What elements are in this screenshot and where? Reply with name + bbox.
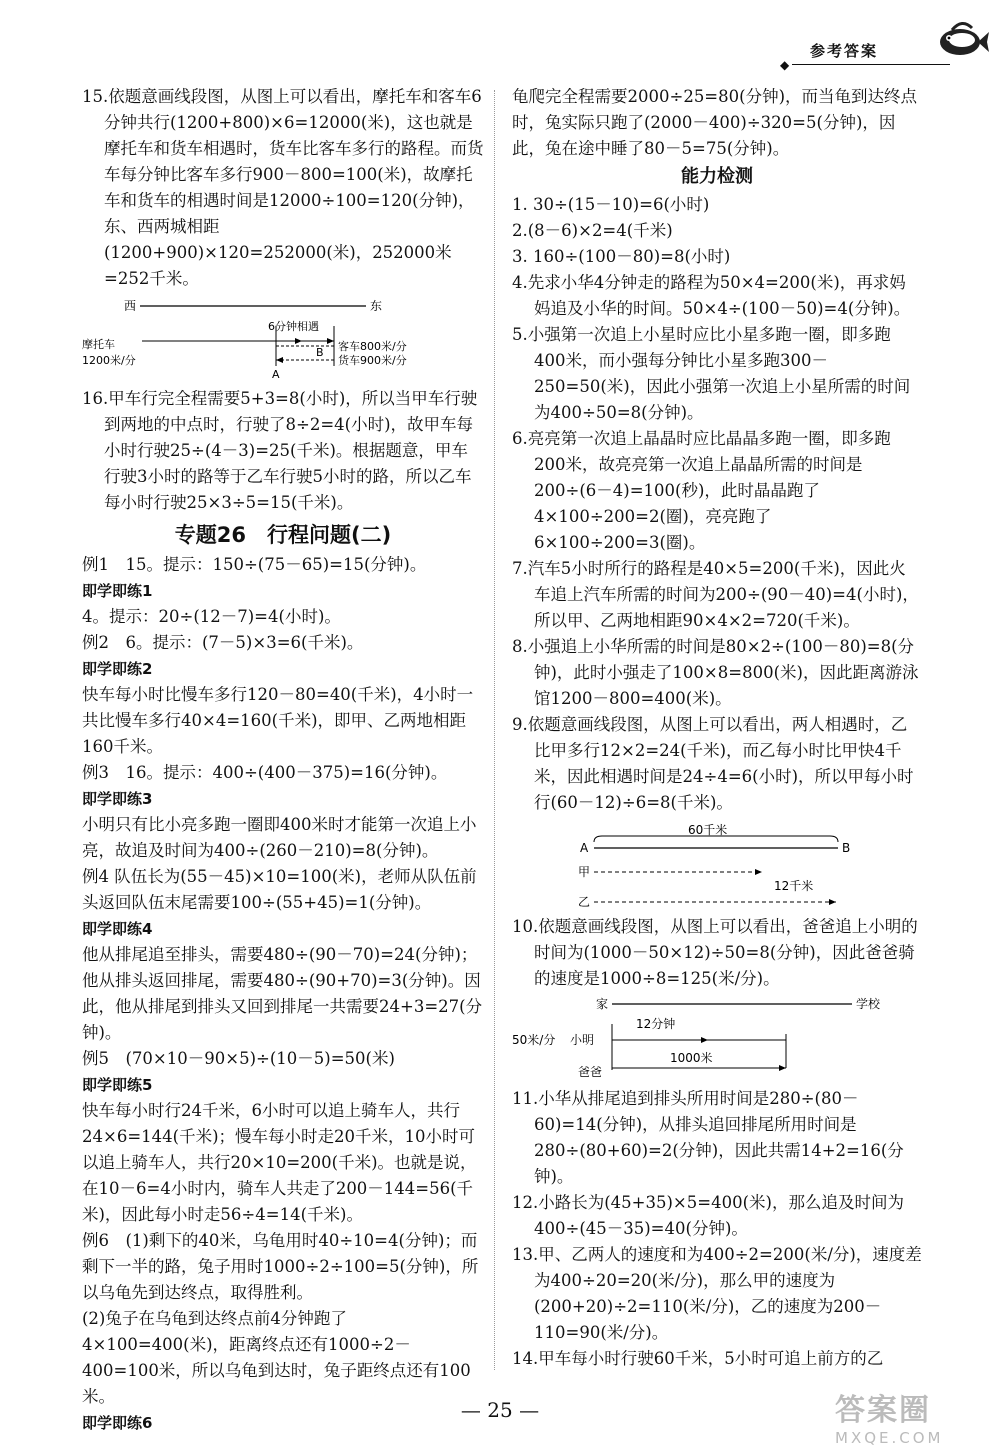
diagram-15 xyxy=(82,296,482,380)
right-column xyxy=(512,84,922,1372)
example-6-part-1: 例6 (1)剩下的40米，乌龟用时40÷10=4(分钟)；而剩下一半的路，兔子用时1000÷2÷100=5(分钟)，所以乌龟先到达终点，取得胜利。 xyxy=(82,1231,479,1302)
practice-2-heading: 即学即练2 xyxy=(82,660,153,678)
question-6: 6.亮亮第一次追上晶晶时应比晶晶多跑一圈，即多跑200米，故亮亮第一次追上晶晶所需的时间是200÷(6－4)=100(秒)，此时晶晶跑了4×100÷200=2(圈)，亮亮跑了6×100÷200=3(圈)。 xyxy=(512,429,891,552)
diagram-point-b: B xyxy=(842,841,851,855)
header-rule xyxy=(792,64,950,65)
practice-3-heading: 即学即练3 xyxy=(82,790,153,808)
practice-6-heading: 即学即练6 xyxy=(82,1414,153,1432)
diagram-yi-label: 乙 xyxy=(578,895,591,908)
practice-3: 小明只有比小亮多跑一圈即400米时才能第一次追上小亮，故追及时间为400÷(260－210)=8(分钟)。 xyxy=(82,815,477,860)
diagram-dad-label: 爸爸 xyxy=(578,1065,603,1079)
continued-text: 龟爬完全程需要2000÷25=80(分钟)，而当龟到达终点时，兔实际只跑了(2000－400)÷320=5(分钟)，因此，兔在途中睡了80－5=75(分钟)。 xyxy=(512,87,918,158)
answer-16: 16.甲车行完全程需要5+3=8(小时)，所以当甲车行驶到两地的中点时，行驶了8÷2=4(小时)，故甲车每小时行驶25÷(4－3)=25(千米)。根据题意，甲车行驶3小时的路等于乙车行驶5小时的路，所以乙车每小时行驶25×3÷5=15(千米)。 xyxy=(82,389,478,512)
diagram-extra-label: 12千米 xyxy=(774,879,814,893)
diagram-west-label: 西 xyxy=(124,299,137,313)
diagram-jia-label: 甲 xyxy=(578,865,591,879)
practice-2: 快车每小时比慢车多行120－80=40(千米)，4小时一共比慢车多行40×4=160(千米)，即甲、乙两地相距160千米。 xyxy=(82,685,474,756)
question-12: 12.小路长为(45+35)×5=400(米)，那么追及时间为400÷(45－35)=40(分钟)。 xyxy=(512,1193,904,1238)
question-4: 4.先求小华4分钟走的路程为50×4=200(米)，再求妈妈追及小华的时间。50×4÷(100－50)=4(分钟)。 xyxy=(512,273,911,318)
column-divider xyxy=(494,90,495,1370)
diagram-moto-speed-label: 1200米/分 xyxy=(82,354,136,367)
diagram-12min-label: 12分钟 xyxy=(636,1017,676,1031)
question-7: 7.汽车5小时所行的路程是40×5=200(千米)，因此火车追上汽车所需的时间为200÷(90－40)=4(小时)，所以甲、乙两地相距90×4×2=720(千米)。 xyxy=(512,559,919,630)
practice-1: 4。提示：20÷(12－7)=4(小时)。 xyxy=(82,607,341,626)
fish-logo-icon xyxy=(932,18,990,70)
diagram-speed-label: 50米/分 xyxy=(512,1033,556,1047)
watermark-url: MXQE.COM xyxy=(835,1429,944,1447)
diagram-bus-label: 客车800米/分 xyxy=(338,340,407,353)
section-title-26: 专题26 行程问题(二) xyxy=(174,523,392,547)
example-2: 例2 6。提示：(7－5)×3=6(千米)。 xyxy=(82,633,364,652)
diagram-10 xyxy=(512,996,912,1080)
diagram-xiaoming-label: 小明 xyxy=(570,1033,595,1047)
diagram-point-a: A xyxy=(580,841,589,855)
example-4: 例4 队伍长为(55－45)×10=100(米)，老师从队伍前头返回队伍末尾需要100÷(55+45)=1(分钟)。 xyxy=(82,867,477,912)
practice-5: 快车每小时行24千米，6小时可以追上骑车人，共行24×6=144(千米)；慢车每小时走20千米，10小时可以追上骑车人，共行20×10=200(千米)。也就是说，在10－6=4小时内，骑车人共走了200－144=56(千米)，因此每小时走56÷4=14(千米)。 xyxy=(82,1101,477,1224)
practice-5-heading: 即学即练5 xyxy=(82,1076,153,1094)
diagram-moto-label: 摩托车 xyxy=(82,338,115,351)
question-10: 10.依题意画线段图，从图上可以看出，爸爸追上小明的时间为(1000－50×12)÷50=8(分钟)，因此爸爸骑的速度是1000÷8=125(米/分)。 xyxy=(512,917,918,988)
diagram-home-label: 家 xyxy=(596,997,609,1011)
page-number: — 25 — xyxy=(460,1398,540,1422)
watermark xyxy=(835,1385,990,1445)
question-1: 1. 30÷(15－10)=6(小时) xyxy=(512,195,710,214)
example-6-part-2: (2)兔子在乌龟到达终点前4分钟跑了4×100=400(米)，距离终点还有1000÷2－400=100米，所以乌龟到达时，兔子距终点还有100米。 xyxy=(82,1309,471,1406)
diagram-1000m-label: 1000米 xyxy=(670,1051,713,1065)
question-14: 14.甲车每小时行驶60千米，5小时可追上前方的乙 xyxy=(512,1349,884,1368)
diagram-point-b: B xyxy=(316,346,324,359)
question-5: 5.小强第一次追上小星时应比小星多跑一圈，即多跑400米，而小强每分钟比小星多跑300－250=50(米)，因此小强第一次追上小星所需的时间为400÷50=8(分钟)。 xyxy=(512,325,911,422)
question-9: 9.依题意画线段图，从图上可以看出，两人相遇时，乙比甲多行12×2=24(千米)，而乙每小时比甲快4千米，因此相遇时间是24÷4=6(小时)，所以甲每小时行(60－12)÷6=8(千米)。 xyxy=(512,715,914,812)
example-3: 例3 16。提示：400÷(400－375)=16(分钟)。 xyxy=(82,763,448,782)
watermark-title: 答案圈 xyxy=(835,1393,931,1428)
diagram-east-label: 东 xyxy=(370,299,383,313)
example-5: 例5 (70×10－90×5)÷(10－5)=50(米) xyxy=(82,1049,395,1068)
left-column xyxy=(82,84,484,1436)
diagram-total-label: 60千米 xyxy=(688,823,728,837)
practice-1-heading: 即学即练1 xyxy=(82,582,153,600)
example-1: 例1 15。提示：150÷(75－65)=15(分钟)。 xyxy=(82,555,427,574)
practice-4: 他从排尾追至排头，需要480÷(90－70)=24(分钟)；他从排头返回排尾，需要480÷(90+70)=3(分钟)。因此，他从排尾到排头又回到排尾一共需要24+3=27(分钟)。 xyxy=(82,945,483,1042)
diagram-9 xyxy=(512,820,912,908)
page-header xyxy=(780,18,990,78)
question-2: 2.(8－6)×2=4(千米) xyxy=(512,221,673,240)
diagram-school-label: 学校 xyxy=(856,997,881,1011)
diagram-point-a: A xyxy=(272,368,280,380)
question-3: 3. 160÷(100－80)=8(小时) xyxy=(512,247,731,266)
diagram-meet-label: 6分钟相遇 xyxy=(268,320,319,333)
question-13: 13.甲、乙两人的速度和为400÷2=200(米/分)，速度差为400÷20=20(米/分)，那么甲的速度为(200+20)÷2=110(米/分)，乙的速度为200－110=90(米/分)。 xyxy=(512,1245,922,1342)
header-title: 参考答案 xyxy=(810,42,879,60)
practice-4-heading: 即学即练4 xyxy=(82,920,153,938)
answer-15: 15.依题意画线段图，从图上可以看出，摩托车和客车6分钟共行(1200+800)×6=12000(米)，这也就是摩托车和货车相遇时，货车比客车多行的路程。而货车每分钟比客车多行900－800=100(米)，故摩托车和货车的相遇时间是12000÷100=120(分钟)，东、西两城相距(1200+900)×120=252000(米)，252000米=252千米。 xyxy=(82,87,484,288)
diamond-icon: ◆ xyxy=(780,58,790,72)
diagram-truck-label: 货车900米/分 xyxy=(338,354,407,367)
question-11: 11.小华从排尾追到排头所用时间是280÷(80－60)=14(分钟)，从排头追回排尾所用时间是280÷(80+60)=2(分钟)，因此共需14+2=16(分钟)。 xyxy=(512,1089,904,1186)
section-title-ability-check: 能力检测 xyxy=(681,166,753,187)
question-8: 8.小强追上小华所需的时间是80×2÷(100－80)=8(分钟)，此时小强走了100×8=800(米)，因此距离游泳馆1200－800=400(米)。 xyxy=(512,637,919,708)
